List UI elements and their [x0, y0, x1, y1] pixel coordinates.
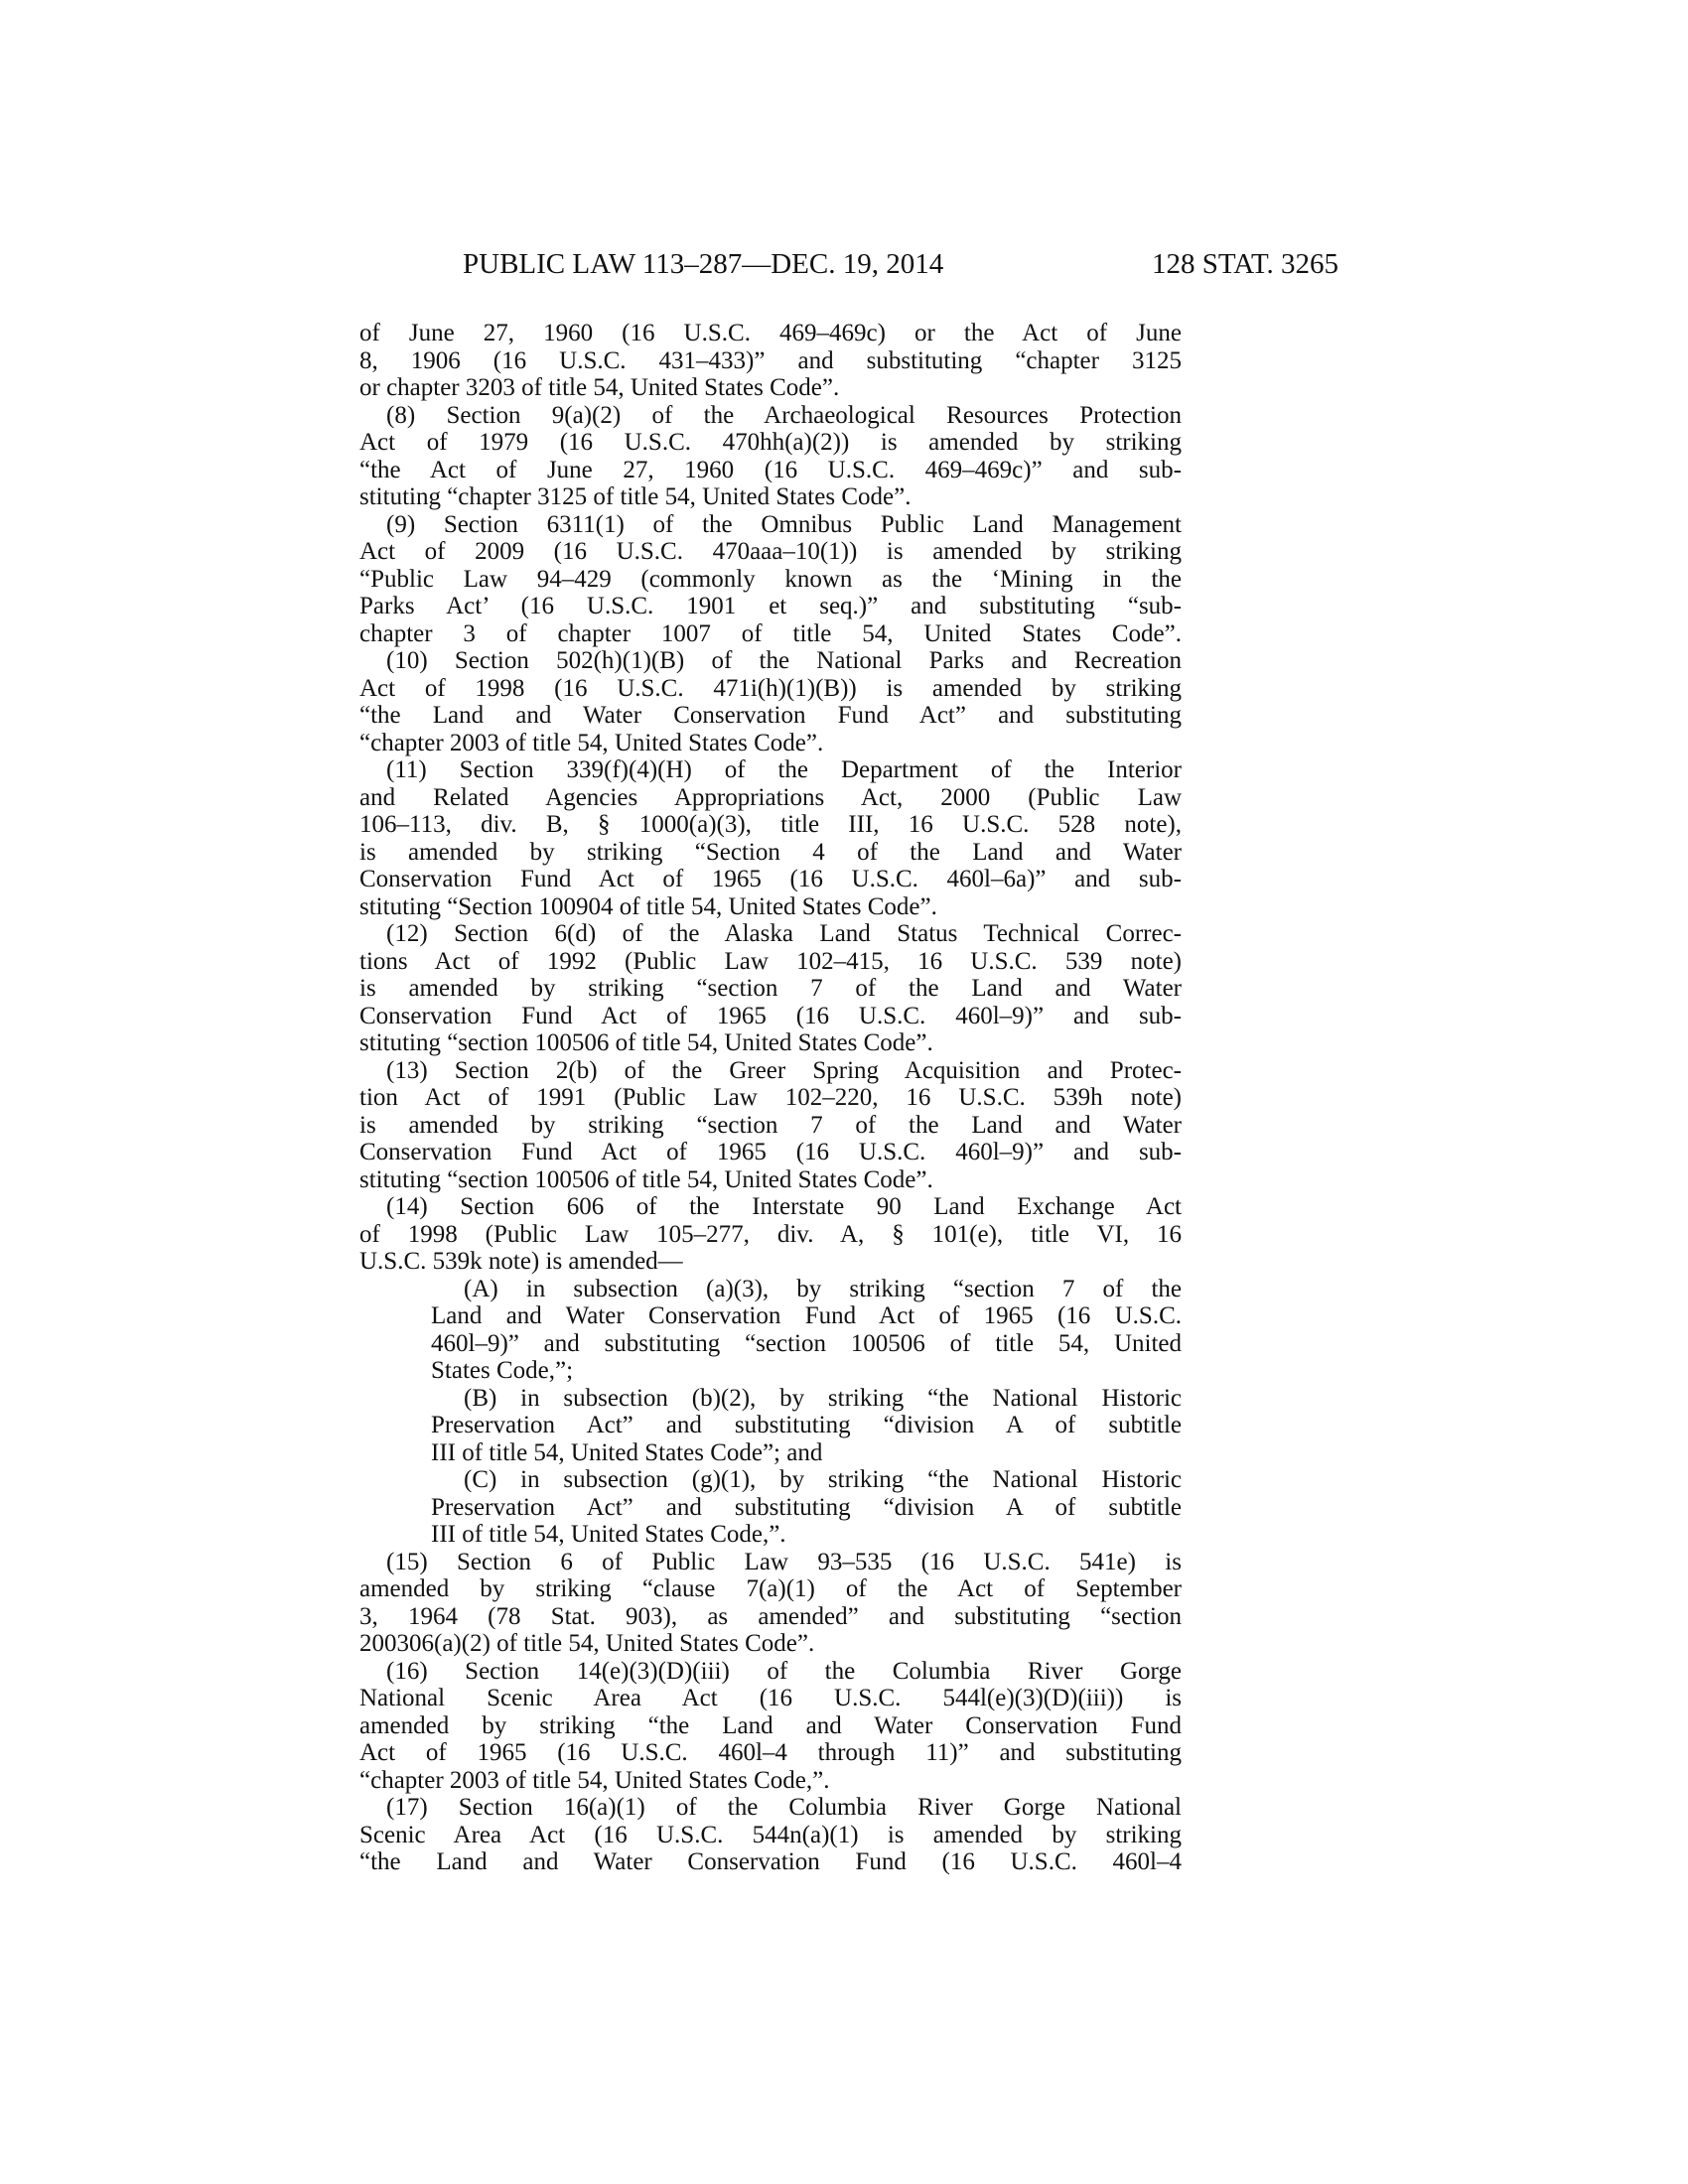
- text-line: 460l–9)” and substituting “section 100506 of title 54, United: [431, 1329, 1182, 1357]
- text-line: 200306(a)(2) of title 54, United States Code”.: [359, 1630, 815, 1657]
- text-line: Act of 1965 (16 U.S.C. 460l–4 through 11)” and substituting: [359, 1739, 1182, 1766]
- text-line: Scenic Area Act (16 U.S.C. 544n(a)(1) is amended by striking: [359, 1821, 1182, 1848]
- text-line: “the Land and Water Conservation Fund Act” and substituting: [359, 702, 1182, 729]
- text-line: (11) Section 339(f)(4)(H) of the Department of the Interior: [386, 756, 1182, 783]
- text-line: (15) Section 6 of Public Law 93–535 (16 U.S.C. 541e) is: [386, 1548, 1182, 1575]
- text-line: (B) in subsection (b)(2), by striking “the National Historic: [464, 1384, 1182, 1412]
- text-line: tion Act of 1991 (Public Law 102–220, 16 U.S.C. 539h note): [359, 1084, 1182, 1111]
- text-line: is amended by striking “Section 4 of the Land and Water: [359, 838, 1182, 866]
- text-line: (A) in subsection (a)(3), by striking “section 7 of the: [464, 1275, 1182, 1302]
- text-line: chapter 3 of chapter 1007 of title 54, United States Code”.: [359, 619, 1182, 647]
- text-line: “Public Law 94–429 (commonly known as the ‘Mining in the: [359, 565, 1182, 593]
- text-line: stituting “chapter 3125 of title 54, United States Code”.: [359, 483, 912, 510]
- text-line: Conservation Fund Act of 1965 (16 U.S.C. 460l–9)” and sub-: [359, 1139, 1182, 1165]
- text-line: stituting “section 100506 of title 54, United States Code”.: [359, 1029, 933, 1056]
- text-line: 8, 1906 (16 U.S.C. 431–433)” and substituting “chapter 3125: [359, 346, 1182, 374]
- text-line: “chapter 2003 of title 54, United States Code”.: [359, 729, 824, 756]
- text-line: or chapter 3203 of title 54, United States Code”.: [359, 374, 840, 401]
- text-line: (9) Section 6311(1) of the Omnibus Public Land Management: [386, 510, 1182, 538]
- text-line: 106–113, div. B, § 1000(a)(3), title III, 16 U.S.C. 528 note),: [359, 811, 1182, 838]
- text-line: “the Land and Water Conservation Fund (16 U.S.C. 460l–4: [359, 1848, 1182, 1875]
- text-line: Parks Act’ (16 U.S.C. 1901 et seq.)” and substituting “sub-: [359, 593, 1182, 619]
- text-line: (10) Section 502(h)(1)(B) of the National Parks and Recreation: [386, 647, 1182, 674]
- text-line: Act of 1998 (16 U.S.C. 471i(h)(1)(B)) is amended by striking: [359, 674, 1182, 702]
- document-body-text: [359, 320, 1182, 1876]
- text-line: amended by striking “clause 7(a)(1) of the Act of September: [359, 1575, 1182, 1602]
- text-line: 3, 1964 (78 Stat. 903), as amended” and substituting “section: [359, 1602, 1182, 1630]
- text-line: and Related Agencies Appropriations Act, 2000 (Public Law: [359, 783, 1182, 811]
- text-line: (13) Section 2(b) of the Greer Spring Acquisition and Protec-: [386, 1056, 1182, 1084]
- text-line: (16) Section 14(e)(3)(D)(iii) of the Columbia River Gorge: [386, 1657, 1182, 1685]
- text-line: stituting “section 100506 of title 54, United States Code”.: [359, 1165, 933, 1193]
- text-line: (C) in subsection (g)(1), by striking “the National Historic: [464, 1466, 1182, 1493]
- text-line: is amended by striking “section 7 of the Land and Water: [359, 1111, 1182, 1139]
- text-line: III of title 54, United States Code,”.: [431, 1521, 786, 1548]
- text-line: (14) Section 606 of the Interstate 90 Land Exchange Act: [386, 1193, 1182, 1220]
- text-line: Act of 2009 (16 U.S.C. 470aaa–10(1)) is amended by striking: [359, 538, 1182, 565]
- text-line: stituting “Section 100904 of title 54, United States Code”.: [359, 892, 937, 920]
- text-line: Conservation Fund Act of 1965 (16 U.S.C. 460l–6a)” and sub-: [359, 866, 1182, 892]
- text-line: III of title 54, United States Code”; and: [431, 1438, 823, 1466]
- text-line: Land and Water Conservation Fund Act of 1965 (16 U.S.C.: [431, 1302, 1182, 1329]
- text-line: U.S.C. 539k note) is amended—: [359, 1248, 683, 1275]
- text-line: Preservation Act” and substituting “division A of subtitle: [431, 1493, 1182, 1521]
- text-line: Act of 1979 (16 U.S.C. 470hh(a)(2)) is amended by striking: [359, 429, 1182, 456]
- text-line: amended by striking “the Land and Water Conservation Fund: [359, 1711, 1182, 1739]
- text-line: National Scenic Area Act (16 U.S.C. 544l(e)(3)(D)(iii)) is: [359, 1685, 1182, 1711]
- running-header-title: PUBLIC LAW 113–287—DEC. 19, 2014: [463, 248, 944, 280]
- text-line: of June 27, 1960 (16 U.S.C. 469–469c) or the Act of June: [359, 320, 1182, 346]
- text-line: Preservation Act” and substituting “division A of subtitle: [431, 1412, 1182, 1438]
- text-line: States Code,”;: [431, 1357, 574, 1384]
- text-line: “chapter 2003 of title 54, United States Code,”.: [359, 1766, 830, 1794]
- text-line: (12) Section 6(d) of the Alaska Land Status Technical Correc-: [386, 920, 1182, 947]
- text-line: of 1998 (Public Law 105–277, div. A, § 101(e), title VI, 16: [359, 1220, 1182, 1248]
- text-line: (17) Section 16(a)(1) of the Columbia River Gorge National: [386, 1794, 1182, 1821]
- text-line: is amended by striking “section 7 of the Land and Water: [359, 975, 1182, 1002]
- text-line: tions Act of 1992 (Public Law 102–415, 16 U.S.C. 539 note): [359, 947, 1182, 975]
- running-header-page-number: 128 STAT. 3265: [1152, 248, 1339, 280]
- text-line: “the Act of June 27, 1960 (16 U.S.C. 469–469c)” and sub-: [359, 456, 1182, 483]
- text-line: (8) Section 9(a)(2) of the Archaeological Resources Protection: [386, 401, 1182, 429]
- text-line: Conservation Fund Act of 1965 (16 U.S.C. 460l–9)” and sub-: [359, 1002, 1182, 1029]
